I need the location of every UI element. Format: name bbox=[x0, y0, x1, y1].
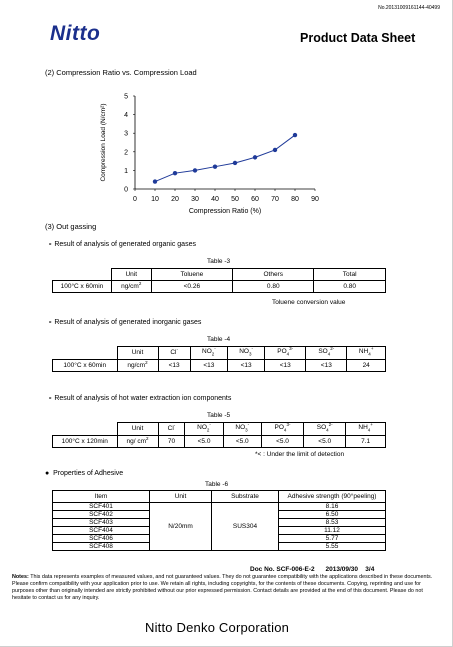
header-others: Others bbox=[233, 269, 314, 281]
unit-cell: $ng/cm^2$ bbox=[117, 360, 158, 372]
unit-cell: ng/ $cm^2$ bbox=[117, 436, 158, 448]
strength-value: 11.12 bbox=[279, 527, 386, 535]
ion-header: $SO_4^{2-}$ bbox=[304, 423, 346, 436]
ion-value: <13 bbox=[158, 360, 190, 372]
item-cell: SCF406 bbox=[53, 535, 150, 543]
y-tick-label: 5 bbox=[124, 93, 128, 101]
y-tick-label: 0 bbox=[124, 186, 128, 194]
circle-bullet-icon: ∘ bbox=[48, 319, 55, 326]
data-point bbox=[173, 171, 177, 175]
row-label: 100°C x 60min bbox=[53, 281, 112, 293]
strength-value: 8.53 bbox=[279, 519, 386, 527]
y-tick-label: 1 bbox=[124, 167, 128, 175]
unit-cell: N/20mm bbox=[150, 503, 212, 551]
item-cell: SCF404 bbox=[53, 527, 150, 535]
header-unit: Unit bbox=[117, 423, 158, 436]
inorganic-gases-table bbox=[52, 346, 386, 372]
circle-bullet-icon: ∘ bbox=[48, 241, 55, 248]
organic-gases-table bbox=[52, 268, 386, 293]
x-tick-label: 90 bbox=[311, 196, 319, 203]
substrate-cell: SUS304 bbox=[212, 503, 279, 551]
row-label: 100°C x 60min bbox=[53, 360, 118, 372]
unit-cell: $ng/cm^2$ bbox=[111, 281, 151, 293]
table-3-caption: Table -3 bbox=[207, 258, 231, 265]
data-point bbox=[153, 179, 157, 183]
header-unit: Unit bbox=[117, 347, 158, 360]
footer-brand: Nitto Denko Corporation bbox=[145, 620, 290, 635]
inorganic-gases-heading: ∘ Result of analysis of generated inorganic gases bbox=[48, 319, 202, 326]
footer-doc-number: Doc No. SCF-006-E-2 2013/09/30 3/4 bbox=[250, 566, 375, 573]
ion-value: 24 bbox=[347, 360, 386, 372]
ion-value: <13 bbox=[265, 360, 306, 372]
table-header-row bbox=[53, 269, 386, 281]
toluene-value: <0.26 bbox=[151, 281, 233, 293]
page-title: Product Data Sheet bbox=[300, 31, 416, 45]
item-cell: SCF401 bbox=[53, 503, 150, 511]
ion-header: $PO_4^{3-}$ bbox=[265, 347, 306, 360]
x-axis-label: Compression Ratio (%) bbox=[188, 208, 262, 215]
ion-value: <5.0 bbox=[261, 436, 303, 448]
header-total: Total bbox=[314, 269, 386, 281]
others-value: 0.80 bbox=[233, 281, 314, 293]
strength-value: 8.16 bbox=[279, 503, 386, 511]
data-point bbox=[233, 161, 237, 165]
table-header-row bbox=[53, 423, 386, 436]
hot-water-heading: ∘ Result of analysis of hot water extraction ion components bbox=[48, 395, 232, 402]
x-tick-label: 50 bbox=[231, 196, 239, 203]
header-adhesive-strength: Adhesive strength (90°peeling) bbox=[279, 491, 386, 503]
x-tick-label: 0 bbox=[133, 196, 137, 203]
x-tick-label: 40 bbox=[211, 196, 219, 203]
table-row bbox=[53, 281, 386, 293]
ion-header: $NO_2^-$ bbox=[185, 423, 223, 436]
ion-header: Cl- bbox=[158, 347, 190, 360]
total-value: 0.80 bbox=[314, 281, 386, 293]
strength-value: 5.77 bbox=[279, 535, 386, 543]
ion-value: 70 bbox=[158, 436, 185, 448]
header-unit: Unit bbox=[150, 491, 212, 503]
x-tick-label: 60 bbox=[251, 196, 259, 203]
document-number-top: No.20131009161144-40499 bbox=[378, 5, 440, 11]
table-header-row bbox=[53, 491, 386, 503]
data-point bbox=[193, 168, 197, 172]
bullet-icon: ● bbox=[45, 470, 54, 477]
header-item: Item bbox=[53, 491, 150, 503]
ion-value: <5.0 bbox=[223, 436, 261, 448]
compression-chart bbox=[95, 90, 335, 225]
data-point bbox=[253, 155, 257, 159]
table-5-caption: Table -5 bbox=[207, 412, 231, 419]
strength-value: 6.50 bbox=[279, 511, 386, 519]
ion-header: $NH_4^+$ bbox=[347, 347, 386, 360]
footer-notes: Notes: This data represents examples of measured values, and not guaranteed values. They do not guarantee compatibility with the applications described in these documents. Please confirm compatibility with your application prior to use. We retain all rights, including copyrights, for the contents of these documents. Copying, reprinting and use for purposes other than originally intended are strictly prohibited without our prior expressed permission. Contact details are provided at the end of this document. Please do not hesitate to contact us for any inquiry. bbox=[12, 574, 433, 601]
item-cell: SCF408 bbox=[53, 543, 150, 551]
table-row bbox=[53, 436, 386, 448]
table-4-caption: Table -4 bbox=[207, 336, 231, 343]
hot-water-table bbox=[52, 422, 386, 448]
y-axis-label: Compression Load (N/cm²) bbox=[100, 103, 107, 182]
table-header-row bbox=[53, 347, 386, 360]
ion-header: $NO_2^-$ bbox=[190, 347, 227, 360]
data-point bbox=[273, 148, 277, 152]
detection-limit-note: *< : Under the limit of detection bbox=[255, 451, 345, 458]
ion-value: <5.0 bbox=[304, 436, 346, 448]
table-6-caption: Table -6 bbox=[205, 481, 229, 488]
adhesive-table bbox=[52, 490, 386, 551]
data-point bbox=[293, 133, 297, 137]
section-3-heading: (3) Out gassing bbox=[45, 222, 97, 231]
item-cell: SCF403 bbox=[53, 519, 150, 527]
ion-value: <13 bbox=[306, 360, 347, 372]
header-toluene: Toluene bbox=[151, 269, 233, 281]
x-tick-label: 70 bbox=[271, 196, 279, 203]
ion-value: 7.1 bbox=[346, 436, 386, 448]
header-substrate: Substrate bbox=[212, 491, 279, 503]
section-2-heading: (2) Compression Ratio vs. Compression Load bbox=[45, 68, 197, 77]
nitto-logo: Nitto bbox=[50, 22, 101, 45]
table-row bbox=[53, 503, 386, 511]
ion-header: $NH_4^+$ bbox=[346, 423, 386, 436]
ion-header: $NO_3^-$ bbox=[223, 423, 261, 436]
organic-gases-heading: ∘ Result of analysis of generated organic gases bbox=[48, 241, 196, 248]
item-cell: SCF402 bbox=[53, 511, 150, 519]
adhesive-heading: ● Properties of Adhesive bbox=[45, 470, 124, 477]
ion-value: <13 bbox=[227, 360, 264, 372]
strength-value: 5.55 bbox=[279, 543, 386, 551]
y-tick-label: 4 bbox=[124, 112, 128, 120]
ion-header: Cl- bbox=[158, 423, 185, 436]
y-tick-label: 2 bbox=[124, 149, 128, 157]
x-tick-label: 30 bbox=[191, 196, 199, 203]
circle-bullet-icon: ∘ bbox=[48, 395, 55, 402]
ion-header: $NO_3^-$ bbox=[227, 347, 264, 360]
x-tick-label: 20 bbox=[171, 196, 179, 203]
ion-header: $PO_4^{3-}$ bbox=[261, 423, 303, 436]
data-point bbox=[213, 164, 217, 168]
ion-value: <5.0 bbox=[185, 436, 223, 448]
toluene-conversion-note: Toluene conversion value bbox=[272, 299, 346, 306]
header-unit: Unit bbox=[111, 269, 151, 281]
y-tick-label: 3 bbox=[124, 130, 128, 138]
table-row bbox=[53, 360, 386, 372]
x-tick-label: 10 bbox=[151, 196, 159, 203]
ion-value: <13 bbox=[190, 360, 227, 372]
x-tick-label: 80 bbox=[291, 196, 299, 203]
ion-header: $SO_4^{2-}$ bbox=[306, 347, 347, 360]
row-label: 100°C x 120min bbox=[53, 436, 118, 448]
